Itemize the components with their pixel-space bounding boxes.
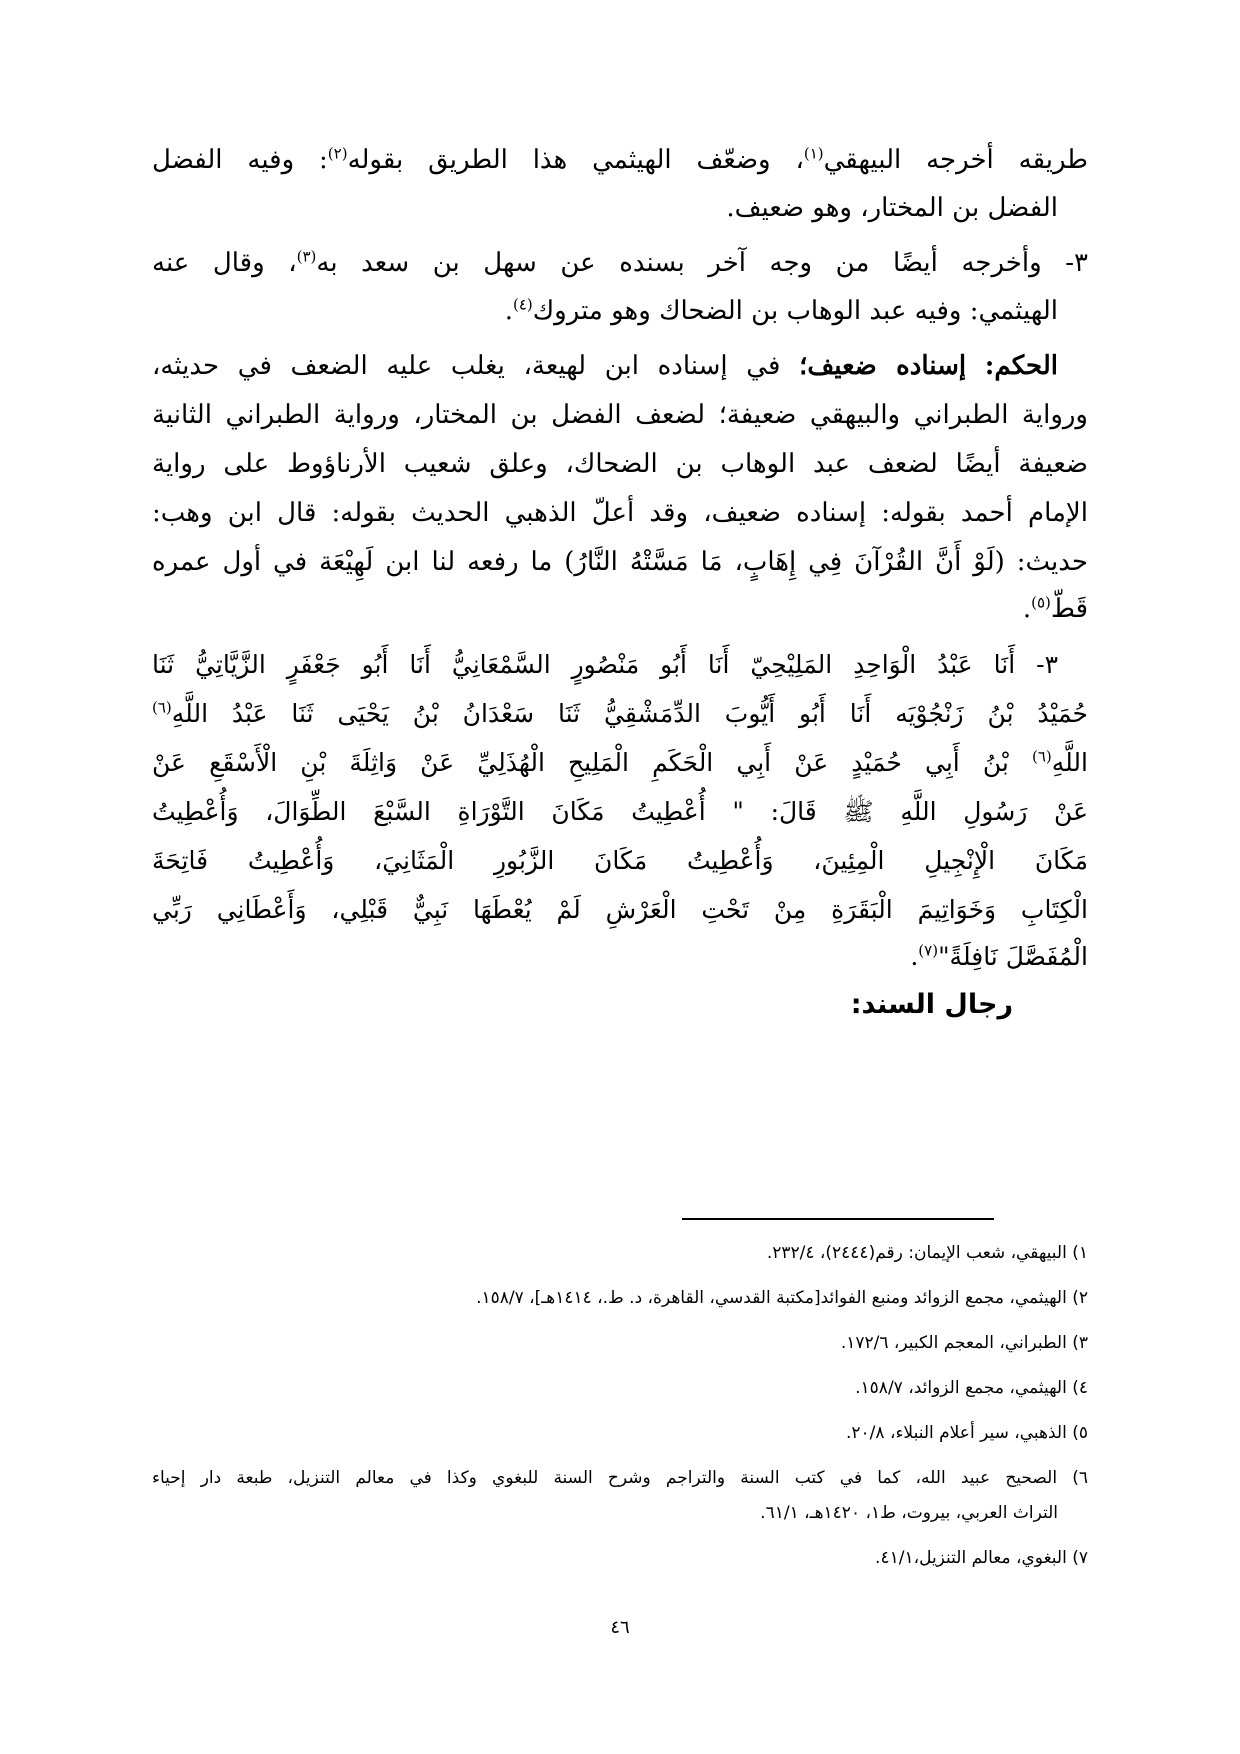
footnote-6: ٦) الصحيح عبيد الله، كما في كتب السنة والتراجم وشرح السنة للبغوي وكذا في معالم التنزيل، طبعة دار إحياء	[152, 1468, 1088, 1488]
text-segment: ، وقال عنه	[152, 248, 297, 278]
ruling-line5: حديث: (لَوْ أَنَّ القُرْآنَ فِي إِهَابٍ، مَا مَسَّتْهُ النَّارُ) ما رفعه لنا ابن لَهِيْعَة في أول عمره	[152, 547, 1088, 577]
text-segment: بْنُ أَبِي حُمَيْدٍ عَنْ أَبِي الْحَكَمِ الْمَلِيحِ الْهُذَلِيِّ عَنْ وَاثِلَةَ بْنِ الْأَسْقَعِ عَنْ	[152, 748, 1032, 777]
hadith-line2	[152, 694, 1088, 738]
hadith-line1: ٣- أَنَا عَبْدُ الْوَاحِدِ المَلِيْحِيّ أَنَا أَبُو مَنْصُورٍ السَّمْعَانِيُّ أَنَا أَبُو جَعْفَرٍ الزَّيَّاتِيُّ ثَنَا	[152, 650, 1058, 679]
footnote-3: ٣) الطبراني، المعجم الكبير، ١٧٢/٦.	[840, 1333, 1088, 1353]
hadith-line6: الْكِتَابِ وَخَوَاتِيمَ الْبَقَرَةِ مِنْ تَحْتِ الْعَرْشِ لَمْ يُعْطَهَا نَبِيٌّ قَبْلِي، وَأَعْطَانِي رَبِّي	[152, 895, 1088, 924]
footnote-ref-4[interactable]: (٤)	[512, 295, 533, 314]
ruling-line6	[152, 589, 1088, 633]
ruling-line1	[152, 346, 1058, 390]
footnote-6-continued: التراث العربي، بيروت، ط١، ١٤٢٠هـ، ٦١/١.	[760, 1503, 1058, 1523]
para1-line1	[152, 140, 1088, 184]
text-segment: الْمُفَصَّلَ نَافِلَةً"	[938, 942, 1088, 971]
hadith-line3	[152, 743, 1088, 787]
text-segment: : وفيه الفضل	[152, 145, 328, 175]
hadith-line4: عَنْ رَسُولِ اللَّهِ ﷺ قَالَ: " أُعْطِيتُ مَكَانَ التَّوْرَاةِ السَّبْعَ الطِّوَالَ، وَأُعْطِيتُ	[152, 797, 1088, 826]
ruling-line3: ضعيفة أيضًا لضعف عبد الوهاب بن الضحاك، وعلق شعيب الأرناؤوط على رواية	[152, 449, 1088, 479]
footnote-7: ٧) البغوي، معالم التنزيل،٤١/١.	[875, 1548, 1088, 1568]
footnote-2: ٢) الهيثمي، مجمع الزوائد ومنبع الفوائد[مكتبة القدسي، القاهرة، د. ط.، ١٤١٤هـ]، ١٥٨/٧.	[476, 1288, 1088, 1308]
hadith-line5: مَكَانَ الْإِنْجِيلِ الْمِئِينَ، وَأُعْطِيتُ مَكَانَ الزَّبُورِ الْمَثَانِيَ، وَأُعْطِيتُ فَاتِحَةَ	[152, 846, 1088, 875]
footnote-ref-7[interactable]: (٧)	[918, 941, 939, 960]
ruling-label: الحكم:	[984, 351, 1058, 381]
text-segment: في إسناده ابن لهيعة، يغلب عليه الضعف في حديثه،	[152, 351, 800, 381]
item3-line1	[152, 243, 1088, 287]
para1-line2: الفضل بن المختار، وهو ضعيف.	[726, 193, 1058, 223]
footnote-ref-1[interactable]: (١)	[803, 144, 824, 163]
ruling-line4: الإمام أحمد بقوله: إسناده ضعيف، وقد أعلّ الذهبي الحديث بقوله: قال ابن وهب:	[152, 498, 1088, 528]
text-segment: قَطّ	[1050, 594, 1088, 624]
footnote-separator	[682, 1218, 994, 1220]
footnote-ref-2[interactable]: (٢)	[327, 144, 348, 163]
text-segment: طريقه أخرجه البيهقي	[823, 145, 1088, 175]
ruling-verdict: إسناده ضعيف؛	[799, 351, 967, 381]
footnote-ref-6b[interactable]: (٦)	[1031, 747, 1052, 766]
page-number: ٤٦	[610, 1617, 630, 1638]
text-segment: ٣- وأخرجه أيضًا من وجه آخر بسنده عن سهل بن سعد به	[316, 248, 1088, 278]
footnote-ref-6[interactable]: (٦)	[152, 698, 172, 717]
ruling-line2: ورواية الطبراني والبيهقي ضعيفة؛ لضعف الفضل بن المختار، ورواية الطبراني الثانية	[152, 400, 1088, 430]
item3-line2	[152, 291, 1058, 335]
text-segment: حُمَيْدُ بْنُ زَنْجُوْيَه أَنَا أَبُو أَيُّوبَ الدِّمَشْقِيُّ ثَنَا سَعْدَانُ بْنُ يَحْيَى ثَنَا عَبْدُ اللَّهِ	[171, 699, 1088, 728]
text-segment: الهيثمي: وفيه عبد الوهاب بن الضحاك وهو متروك	[532, 296, 1058, 326]
footnote-1: ١) البيهقي، شعب الإيمان: رقم(٢٤٤٤)، ٢٣٢/٤.	[766, 1243, 1088, 1263]
footnote-5: ٥) الذهبي، سير أعلام النبلاء، ٢٠/٨.	[846, 1423, 1088, 1443]
text-segment: اللَّهِ	[1051, 748, 1088, 777]
text-segment: ، وضعّف الهيثمي هذا الطريق بقوله	[347, 145, 804, 175]
text-segment: .	[910, 942, 919, 971]
text-segment: .	[504, 296, 513, 326]
footnote-4: ٤) الهيثمي، مجمع الزوائد، ١٥٨/٧.	[855, 1378, 1088, 1398]
footnote-ref-3[interactable]: (٣)	[296, 247, 317, 266]
text-segment: .	[1022, 594, 1032, 624]
section-title: رجال السند:	[850, 989, 1013, 1020]
hadith-line7	[152, 937, 1088, 981]
footnote-ref-5[interactable]: (٥)	[1031, 593, 1051, 612]
